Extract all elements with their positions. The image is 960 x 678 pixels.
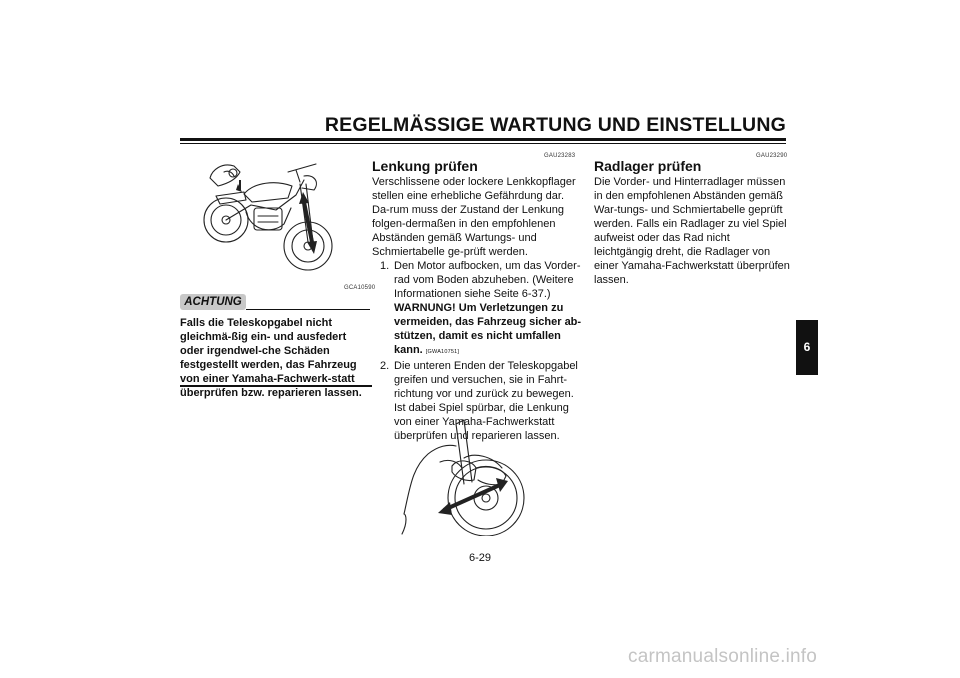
list-item: [372, 259, 582, 359]
steering-intro: Verschlissene oder lockere Lenkkopflager stellen eine erhebliche Gefährdung dar. Da-rum muss der Zustand der Lenkung folgen-dermaßen in den empfohlenen Abständen gemäß Wartungs- und Schmiertabelle ge-prüft werden.: [372, 176, 576, 258]
caution-text: Falls die Teleskopgabel nicht gleichmä-ßig ein- und ausfedert oder irgendwel-che Schäden festgestellt werden, das Fahrzeug von einer Yamaha-Fachwerk-statt überprüfen bzw. reparieren lassen.: [180, 317, 362, 399]
bearings-heading: Radlager prüfen: [594, 158, 702, 174]
page-title: REGELMÄSSIGE WARTUNG UND EINSTELLUNG: [324, 114, 786, 136]
page-number: 6-29: [468, 552, 492, 564]
motorcycle-fork-illustration: [196, 150, 356, 280]
step-text: Die unteren Enden der Teleskopgabel greifen und versuchen, sie in Fahrt-richtung vor und zurück zu bewegen. Ist dabei Spiel spürbar, die Lenkung von einer Yamaha-Fachwerkstatt überprüfen und reparieren lassen.: [394, 360, 578, 442]
steering-section: [372, 175, 582, 443]
step-warning: WARNUNG! Um Verletzungen zu vermeiden, das Fahrzeug sicher ab-stützen, damit es nicht umfallen kann.: [394, 302, 582, 356]
bearings-code: GAU23290: [756, 153, 788, 159]
front-wheel-illustration: [398, 418, 538, 536]
bearings-text: Die Vorder- und Hinterradlager müssen in den empfohlenen Abständen gemäß War-tungs- und Schmiertabelle geprüft werden. Falls ein Radlager zu viel Spiel aufweist oder das Rad nicht leichtgängig dreht, die Radlager von einer Yamaha-Fachwerkstatt überprüfen lassen.: [594, 176, 790, 286]
figure-code: GCA10590: [344, 285, 376, 291]
step-number: 2.: [380, 360, 390, 372]
warning-ref: [GWA10751]: [425, 349, 460, 355]
watermark: carmanualsonline.info: [628, 646, 818, 667]
steering-steps: [372, 259, 582, 443]
header-rule-thin: [180, 143, 786, 144]
step-number: 1.: [380, 260, 390, 272]
step-text: Den Motor aufbocken, um das Vorder-rad vom Boden abzuheben. (Weitere Informationen siehe Seite 6-37.): [394, 260, 581, 300]
chapter-tab: 6: [796, 320, 818, 375]
caution-rule: [246, 309, 370, 310]
steering-code: GAU23283: [544, 153, 576, 159]
caution-badge: ACHTUNG: [180, 294, 246, 310]
caution-bottom-rule: [180, 385, 372, 387]
header-rule: [180, 138, 786, 141]
steering-heading: Lenkung prüfen: [372, 158, 478, 174]
